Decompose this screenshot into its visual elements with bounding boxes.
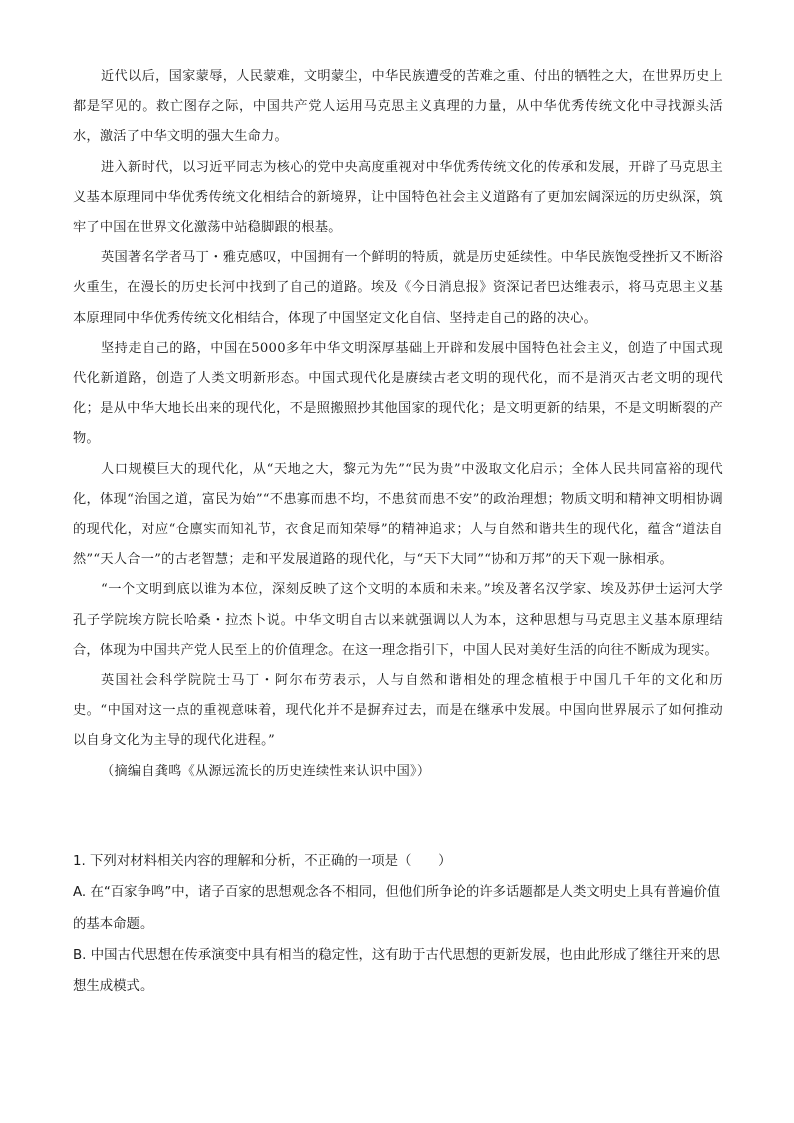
reading-passage xyxy=(73,62,723,787)
question-1-option-a: A. 在“百家争鸣”中，诸子百家的思想观念各不相同，但他们所争论的许多话题都是人类文明史上具有普遍价值的基本命题。 xyxy=(73,885,721,932)
passage-paragraph: 坚持走自己的路，中国在5000多年中华文明深厚基础上开辟和发展中国特色社会主义，创造了中国式现代化新道路，创造了人类文明新形态。中国式现代化是赓续古老文明的现代化，而不是消灭古老文明的现代化；是从中华大地长出来的现代化，不是照搬照抄其他国家的现代化；是文明更新的结果，不是文明断裂的产物。 xyxy=(73,340,723,447)
passage-source: （摘编自龚鸣《从源远流长的历史连续性来认识中国》） xyxy=(101,763,431,779)
passage-paragraph: 英国社会科学院院士马丁・阿尔布劳表示，人与自然和谐相处的理念植根于中国几千年的文化和历史。“中国对这一点的重视意味着，现代化并不是摒弃过去，而是在继承中发展。中国向世界展示了如何推动以自身文化为主导的现代化进程。” xyxy=(73,673,723,749)
passage-paragraph: 英国著名学者马丁・雅克感叹，中国拥有一个鲜明的特质，就是历史延续性。中华民族饱受挫折又不断浴火重生，在漫长的历史长河中找到了自己的道路。埃及《今日消息报》资深记者巴达维表示，将马克思主义基本原理同中华优秀传统文化相结合，体现了中国坚定文化自信、坚持走自己的路的决心。 xyxy=(73,250,723,326)
passage-paragraph: 进入新时代，以习近平同志为核心的党中央高度重视对中华优秀传统文化的传承和发展，开辟了马克思主义基本原理同中华优秀传统文化相结合的新境界，让中国特色社会主义道路有了更加宏阔深远的历史纵深，筑牢了中国在世界文化激荡中站稳脚跟的根基。 xyxy=(73,159,723,236)
passage-paragraph: “一个文明到底以谁为本位，深刻反映了这个文明的本质和未来。”埃及著名汉学家、埃及苏伊士运河大学孔子学院埃方院长哈桑・拉杰卜说。中华文明自古以来就强调以人为本，这种思想与马克思主义基本原理结合，体现为中国共产党人民至上的价值理念。在这一理念指引下，中国人民对美好生活的向往不断成为现实。 xyxy=(73,582,723,658)
question-section xyxy=(73,846,723,1002)
passage-paragraph: 近代以后，国家蒙辱，人民蒙难，文明蒙尘，中华民族遭受的苦难之重、付出的牺牲之大，在世界历史上都是罕见的。救亡图存之际，中国共产党人运用马克思主义真理的力量，从中华优秀传统文化中寻找源头活水，激活了中华文明的强大生命力。 xyxy=(73,69,723,145)
passage-paragraph: 人口规模巨大的现代化，从“天地之大，黎元为先”“民为贵”中汲取文化启示；全体人民共同富裕的现代化，体现“治国之道，富民为始”“不患寡而患不均，不患贫而患不安”的政治理想；物质文明和精神文明相协调的现代化，对应“仓廪实而知礼节，衣食足而知荣辱”的精神追求；人与自然和谐共生的现代化，蕴含“道法自然”“天人合一”的古老智慧；走和平发展道路的现代化，与“天下大同”“协和万邦”的天下观一脉相承。 xyxy=(73,461,723,568)
question-1-option-b: B. 中国古代思想在传承演变中具有相当的稳定性，这有助于古代思想的更新发展，也由此形成了继往开来的思想生成模式。 xyxy=(73,947,721,995)
question-1-stem: 1. 下列对材料相关内容的理解和分析，不正确的一项是（ ） xyxy=(73,854,452,869)
